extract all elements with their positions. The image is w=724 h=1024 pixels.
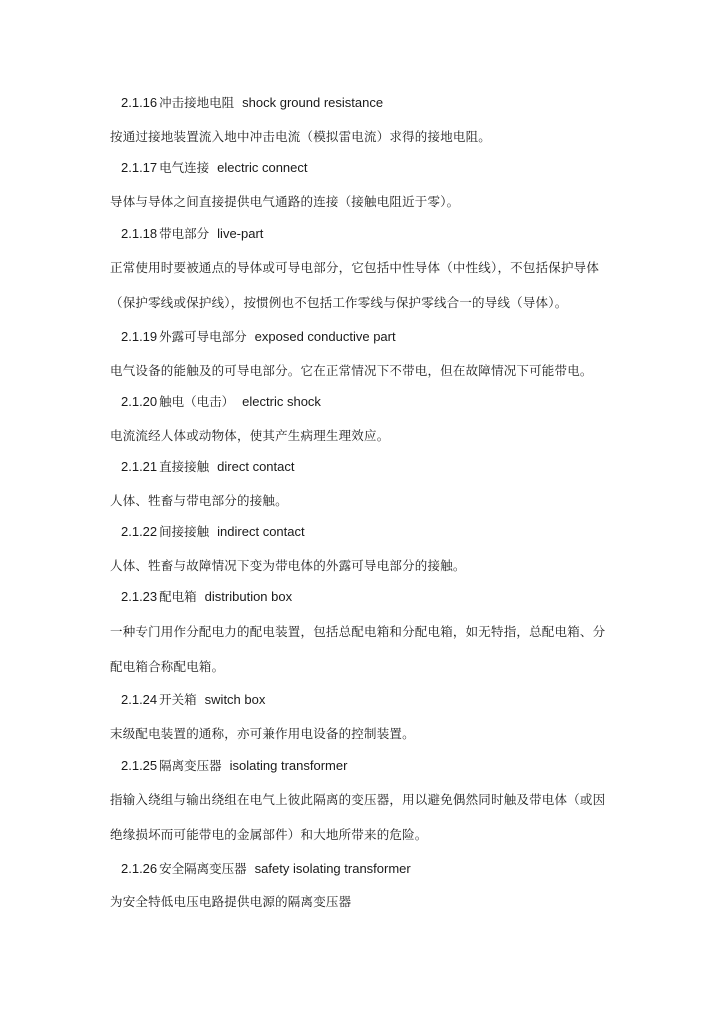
term-english: safety isolating transformer <box>254 861 411 876</box>
section-number: 2.1.19 <box>121 329 158 344</box>
definition-line: 绝缘损坏而可能带电的金属部件）和大地所带来的危险。 <box>110 827 428 842</box>
definition-line: 人体、牲畜与故障情况下变为带电体的外露可导电部分的接触。 <box>110 558 466 573</box>
definition-line: 电流流经人体或动物体，使其产生病理生理效应。 <box>110 428 390 443</box>
definition-line: 导体与导体之间直接提供电气通路的连接（接触电阻近于零）。 <box>110 194 460 209</box>
term-english: electric connect <box>217 160 308 175</box>
term-chinese: 直接接触 <box>159 459 210 474</box>
section-number: 2.1.17 <box>121 160 158 175</box>
section-number: 2.1.21 <box>121 459 158 474</box>
section-number: 2.1.26 <box>121 861 158 876</box>
term-chinese: 触电（电击） <box>159 394 235 409</box>
section-heading-2-1-26 <box>121 862 411 876</box>
term-chinese: 带电部分 <box>159 226 210 241</box>
definition-line: 按通过接地装置流入地中冲击电流（模拟雷电流）求得的接地电阻。 <box>110 129 492 144</box>
term-chinese: 冲击接地电阻 <box>159 95 235 110</box>
section-heading-2-1-18 <box>121 227 263 241</box>
section-number: 2.1.16 <box>121 95 158 110</box>
term-english: switch box <box>204 692 266 707</box>
definition-line: 正常使用时要被通点的导体或可导电部分，它包括中性导体（中性线），不包括保护导体 <box>110 260 600 275</box>
definition-line: （保护零线或保护线），按惯例也不包括工作零线与保护零线合一的导线（导体）。 <box>110 295 568 310</box>
term-english: electric shock <box>242 394 321 409</box>
section-heading-2-1-19 <box>121 330 396 344</box>
term-english: shock ground resistance <box>242 95 384 110</box>
term-english: indirect contact <box>217 524 305 539</box>
term-chinese: 配电箱 <box>159 589 197 604</box>
section-number: 2.1.23 <box>121 589 158 604</box>
section-heading-2-1-22 <box>121 525 305 539</box>
term-chinese: 间接接触 <box>159 524 210 539</box>
section-heading-2-1-21 <box>121 460 295 474</box>
section-number: 2.1.20 <box>121 394 158 409</box>
term-chinese: 隔离变压器 <box>159 758 222 773</box>
section-heading-2-1-23 <box>121 590 292 604</box>
section-number: 2.1.22 <box>121 524 158 539</box>
section-number: 2.1.18 <box>121 226 158 241</box>
term-english: isolating transformer <box>229 758 348 773</box>
definition-line: 指输入绕组与输出绕组在电气上彼此隔离的变压器，用以避免偶然同时触及带电体（或因 <box>110 792 606 807</box>
definition-line: 为安全特低电压电路提供电源的隔离变压器 <box>110 894 352 909</box>
section-number: 2.1.25 <box>121 758 158 773</box>
term-english: distribution box <box>204 589 293 604</box>
section-heading-2-1-20 <box>121 395 321 409</box>
definition-line: 配电箱合称配电箱。 <box>110 659 225 674</box>
section-heading-2-1-24 <box>121 693 265 707</box>
definition-line: 一种专门用作分配电力的配电装置，包括总配电箱和分配电箱，如无特指，总配电箱、分 <box>110 624 606 639</box>
term-english: direct contact <box>217 459 295 474</box>
section-heading-2-1-16 <box>121 96 383 110</box>
section-heading-2-1-25 <box>121 759 347 773</box>
definition-line: 末级配电装置的通称，亦可兼作用电设备的控制装置。 <box>110 726 415 741</box>
definition-line: 电气设备的能触及的可导电部分。它在正常情况下不带电，但在故障情况下可能带电。 <box>110 363 593 378</box>
term-chinese: 外露可导电部分 <box>159 329 247 344</box>
term-chinese: 安全隔离变压器 <box>159 861 247 876</box>
term-chinese: 开关箱 <box>159 692 197 707</box>
term-english: exposed conductive part <box>254 329 396 344</box>
section-heading-2-1-17 <box>121 161 308 175</box>
definition-line: 人体、牲畜与带电部分的接触。 <box>110 493 288 508</box>
term-chinese: 电气连接 <box>159 160 210 175</box>
section-number: 2.1.24 <box>121 692 158 707</box>
term-english: live-part <box>217 226 264 241</box>
